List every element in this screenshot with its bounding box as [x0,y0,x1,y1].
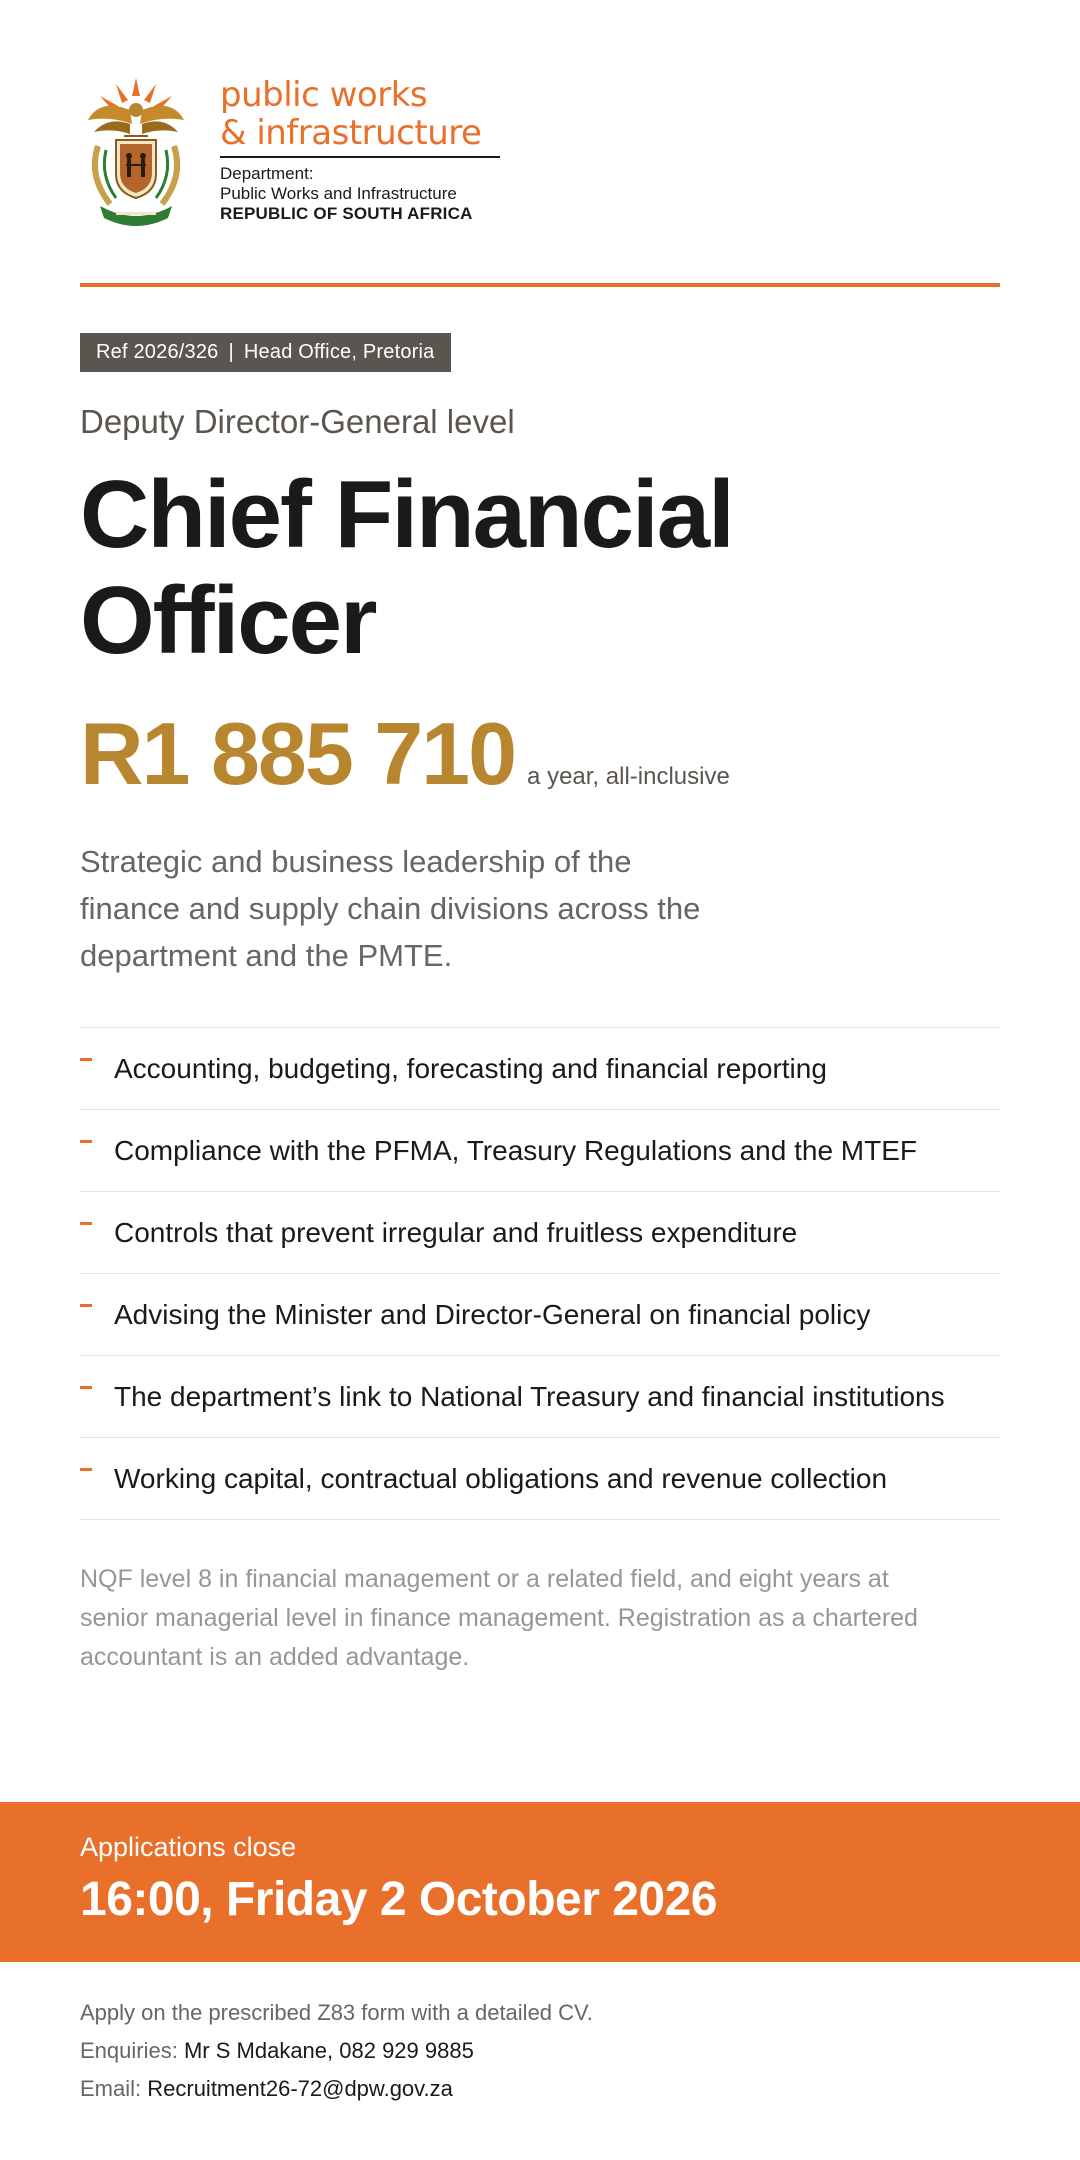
duty-item [80,1192,1000,1274]
reference-separator: | [228,341,234,363]
brand-name-line-1: public works [220,75,428,115]
duty-text: Compliance with the PFMA, Treasury Regulations and the MTEF [114,1135,918,1166]
dash-bullet-icon [80,1058,92,1061]
duty-text: Working capital, contractual obligations and revenue collection [114,1463,888,1494]
job-title-line-1: Chief Financial [80,461,733,568]
role-summary: Strategic and business leadership of the finance and supply chain divisions across the department and the PMTE. [80,844,701,973]
application-footer [80,1994,1000,2108]
brand-name-line-2: & infrastructure [220,113,482,153]
closing-label: Applications close [80,1832,297,1862]
dash-bullet-icon [80,1140,92,1143]
reference-tag [80,333,451,372]
reference-location: Head Office, Pretoria [243,341,435,363]
duty-text: Advising the Minister and Director-General on financial policy [114,1299,871,1330]
email-address-link[interactable]: Recruitment26-72@dpw.gov.za [147,2076,453,2101]
requirements: NQF level 8 in financial management or a related field, and eight years at senior managerial level in finance management. Registration as a chartered accountant is an added advantage. [80,1565,918,1671]
salary-amount: R1 885 710 [80,704,516,803]
duty-text: The department’s link to National Treasury and financial institutions [114,1381,945,1412]
closing-datetime: 16:00, Friday 2 October 2026 [80,1873,717,1926]
brand-divider [220,156,500,158]
country-name: REPUBLIC OF SOUTH AFRICA [220,204,473,223]
position-level: Deputy Director-General level [80,403,515,440]
salary [80,706,730,802]
department-name: Public Works and Infrastructure [220,184,457,203]
department-header [80,76,1000,236]
duty-item [80,1356,1000,1438]
job-title-line-2: Officer [80,567,376,674]
dash-bullet-icon [80,1468,92,1471]
enquiries-label: Enquiries: [80,2038,178,2063]
email-label: Email: [80,2076,142,2101]
department-label: Department: [220,164,314,183]
dash-bullet-icon [80,1386,92,1389]
closing-date-banner [0,1802,1080,1962]
email-line [80,2070,1000,2108]
job-title [80,462,960,674]
brand-block [220,76,580,224]
enquiries-contact: Mr S Mdakane, 082 929 9885 [183,2038,474,2063]
coat-of-arms-logo [80,76,192,228]
apply-instructions: Apply on the prescribed Z83 form with a detailed CV. [80,2000,593,2025]
duty-item [80,1028,1000,1110]
header-divider [80,283,1000,287]
dash-bullet-icon [80,1304,92,1307]
salary-note: a year, all-inclusive [527,763,730,790]
duty-item [80,1438,1000,1520]
enquiries-line [80,2032,1000,2070]
duty-text: Accounting, budgeting, forecasting and financial reporting [114,1053,827,1084]
duties-list [80,1027,1000,1520]
duty-item [80,1274,1000,1356]
dash-bullet-icon [80,1222,92,1225]
duty-text: Controls that prevent irregular and fruitless expenditure [114,1217,798,1248]
reference-number: Ref 2026/326 [96,341,219,363]
duty-item [80,1110,1000,1192]
